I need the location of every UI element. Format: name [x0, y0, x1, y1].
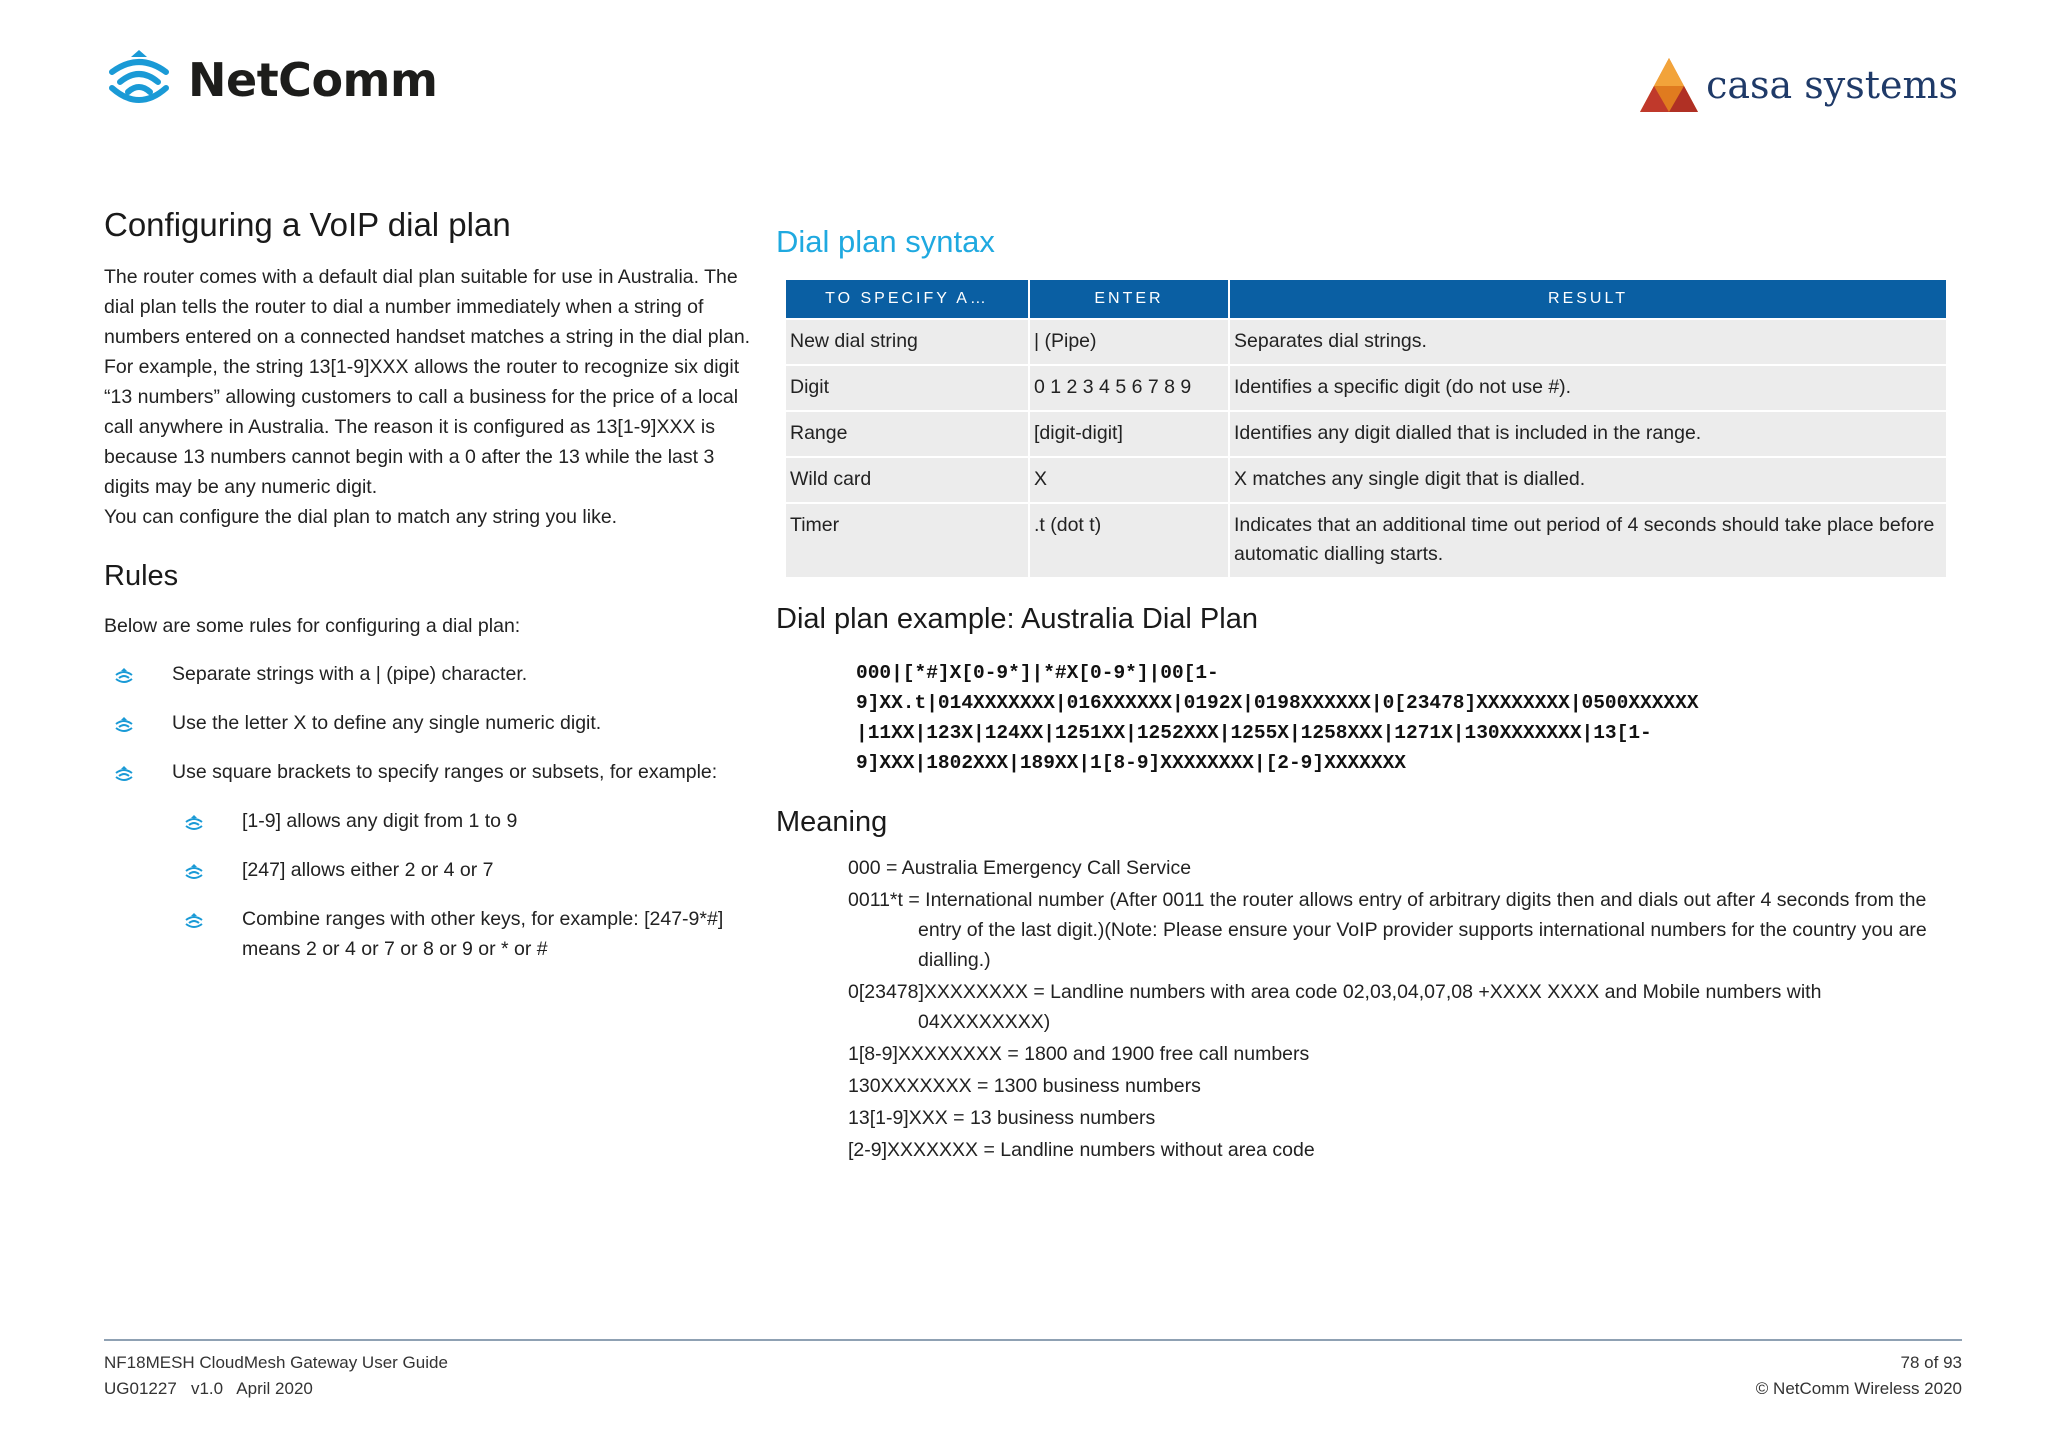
code-line: 000|[*#]X[0-9*]|*#X[0-9*]|00[1-	[856, 662, 1219, 684]
meaning-item: [2-9]XXXXXXX = Landline numbers without area code	[848, 1139, 1315, 1161]
rule-text: Separate strings with a | (pipe) character.	[172, 663, 528, 685]
sub-rule-text: [247] allows either 2 or 4 or 7	[242, 859, 494, 881]
syntax-heading: Dial plan syntax	[776, 224, 995, 259]
casa-systems-logo	[1638, 56, 1958, 114]
column-header: ENTER	[1030, 280, 1228, 318]
list-item	[104, 757, 754, 792]
casa-triangle-icon	[1638, 56, 1700, 114]
rule-text: Use square brackets to specify ranges or subsets, for example:	[172, 761, 718, 783]
table-row	[786, 504, 1946, 577]
list-item	[104, 806, 754, 841]
wifi-bullet-icon	[104, 659, 172, 694]
rules-list	[104, 659, 754, 964]
wifi-bullet-icon	[174, 806, 242, 841]
left-column	[104, 206, 754, 978]
list-item	[104, 904, 754, 964]
casa-brand-text: casa systems	[1706, 63, 1958, 107]
table-cell: Range	[786, 412, 1028, 456]
example-heading: Dial plan example: Australia Dial Plan	[776, 603, 1258, 635]
wifi-bullet-icon	[104, 757, 172, 792]
table-cell: New dial string	[786, 320, 1028, 364]
table-header-row	[786, 280, 1946, 318]
table-cell: Indicates that an additional time out period of 4 seconds should take place before automatic dialling starts.	[1230, 504, 1946, 577]
table-cell: .t (dot t)	[1030, 504, 1228, 577]
footer-divider	[104, 1339, 1962, 1341]
wifi-bullet-icon	[104, 708, 172, 743]
list-item	[104, 855, 754, 890]
table-cell: 0 1 2 3 4 5 6 7 8 9	[1030, 366, 1228, 410]
example-paragraph: For example, the string 13[1-9]XXX allows the router to recognize six digit “13 numbers” allowing customers to call a business for the price of a local call anywhere in Australia. The reason it is configured as 13[1-9]XXX is because 13 numbers cannot begin with a 0 after the 13 while the last 3 digits may be any numeric digit.	[104, 356, 740, 498]
column-header: TO SPECIFY A…	[786, 280, 1028, 318]
footer-doc-version: UG01227 v1.0 April 2020	[104, 1379, 313, 1398]
table-cell: Identifies a specific digit (do not use #).	[1230, 366, 1946, 410]
table-cell: Digit	[786, 366, 1028, 410]
dial-plan-syntax-table	[784, 278, 1948, 579]
table-cell: Wild card	[786, 458, 1028, 502]
wifi-bullet-icon	[174, 855, 242, 890]
wifi-logo-icon	[104, 48, 174, 112]
meaning-item: 1[8-9]XXXXXXXX = 1800 and 1900 free call numbers	[848, 1043, 1310, 1065]
code-line: 9]XXX|1802XXX|189XX|1[8-9]XXXXXXXX|[2-9]XXXXXXX	[856, 752, 1406, 774]
table-cell: Separates dial strings.	[1230, 320, 1946, 364]
meaning-list	[848, 853, 1946, 1165]
netcomm-brand-text: NetComm	[188, 53, 438, 107]
dial-plan-code	[856, 658, 1946, 778]
footer-left	[104, 1350, 448, 1402]
table-row	[786, 320, 1946, 364]
rules-intro: Below are some rules for configuring a dial plan:	[104, 615, 521, 637]
footer-right	[1756, 1350, 1962, 1402]
meaning-item: 0[23478]XXXXXXXX = Landline numbers with area code 02,03,04,07,08 +XXXX XXXX and Mobile numbers with 04XXXXXXXX)	[848, 981, 1822, 1033]
table-cell: X matches any single digit that is dialled.	[1230, 458, 1946, 502]
table-row	[786, 458, 1946, 502]
footer-guide-title: NF18MESH CloudMesh Gateway User Guide	[104, 1353, 448, 1372]
wifi-bullet-icon	[174, 904, 242, 939]
rules-heading: Rules	[104, 560, 179, 592]
table-cell: [digit-digit]	[1030, 412, 1228, 456]
meaning-item: 0011*t = International number (After 0011 the router allows entry of arbitrary digits then and dials out after 4 seconds from the entry of the last digit.)(Note: Please ensure your VoIP provider supports international numbers for the country you are dialling.)	[848, 889, 1927, 971]
sub-rule-text: Combine ranges with other keys, for example: [247-9*#] means 2 or 4 or 7 or 8 or 9 or * or #	[242, 908, 724, 960]
rule-text: Use the letter X to define any single numeric digit.	[172, 712, 602, 734]
meaning-heading: Meaning	[776, 806, 888, 838]
section-title: Configuring a VoIP dial plan	[104, 206, 511, 243]
table-row	[786, 412, 1946, 456]
meaning-item: 13[1-9]XXX = 13 business numbers	[848, 1107, 1156, 1129]
code-line: |11XX|123X|124XX|1251XX|1252XXX|1255X|1258XXX|1271X|130XXXXXXX|13[1-	[856, 722, 1652, 744]
table-row	[786, 366, 1946, 410]
sub-rule-text: [1-9] allows any digit from 1 to 9	[242, 810, 518, 832]
netcomm-logo	[104, 48, 437, 112]
list-item	[104, 708, 754, 743]
column-header: RESULT	[1230, 280, 1946, 318]
table-cell: X	[1030, 458, 1228, 502]
page-number: 78 of 93	[1900, 1353, 1962, 1372]
footer-copyright: © NetComm Wireless 2020	[1755, 1379, 1962, 1398]
meaning-item: 000 = Australia Emergency Call Service	[848, 857, 1192, 879]
right-column	[776, 224, 1946, 1167]
table-cell: Identifies any digit dialled that is included in the range.	[1230, 412, 1946, 456]
table-cell: Timer	[786, 504, 1028, 577]
configure-paragraph: You can configure the dial plan to match any string you like.	[104, 506, 618, 528]
code-line: 9]XX.t|014XXXXXXX|016XXXXXX|0192X|0198XXXXXX|0[23478]XXXXXXXX|0500XXXXXX	[856, 692, 1699, 714]
meaning-item: 130XXXXXXX = 1300 business numbers	[848, 1075, 1201, 1097]
list-item	[104, 659, 754, 694]
table-cell: | (Pipe)	[1030, 320, 1228, 364]
intro-paragraph: The router comes with a default dial plan suitable for use in Australia. The dial plan tells the router to dial a number immediately when a string of numbers entered on a connected handset matches a string in the dial plan.	[104, 266, 751, 348]
